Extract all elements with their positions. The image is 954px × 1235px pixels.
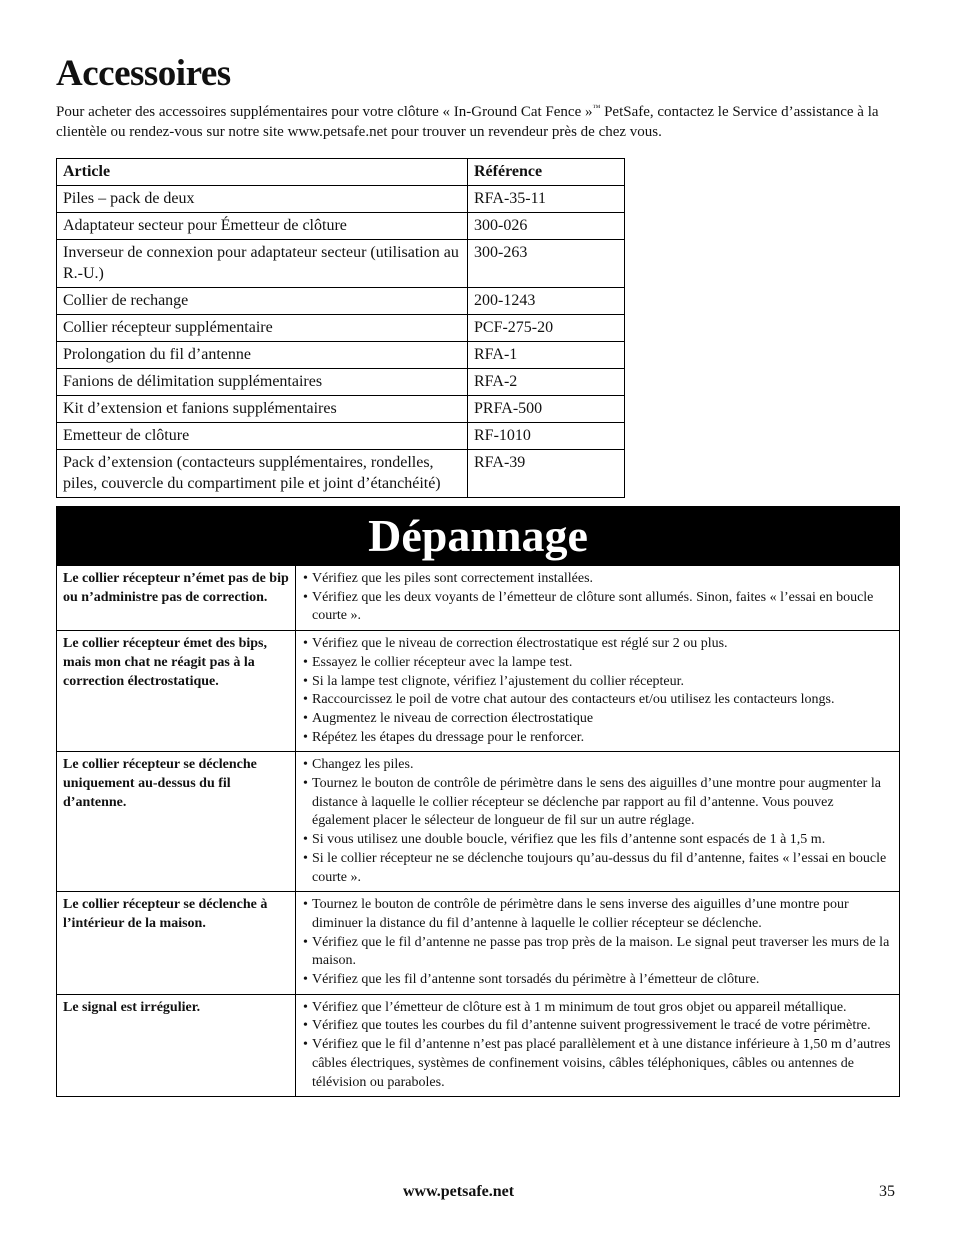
article-cell: Collier de rechange — [57, 288, 468, 315]
reference-cell: RFA-35-11 — [468, 186, 625, 213]
reference-cell: RF-1010 — [468, 423, 625, 450]
table-row — [57, 369, 625, 396]
table-row — [57, 240, 625, 288]
solution-item: • Tournez le bouton de contrôle de périmètre dans le sens des aiguilles d’une montre pour augmenter la distance à laquelle le collier récepteur se déclenche par rapport au fil d’antenne. Vous pouvez également placer le sélecteur de longueur de fil sur un autre réglage. — [302, 775, 893, 831]
page-number: 35 — [879, 1183, 895, 1200]
article-cell: Kit d’extension et fanions supplémentaires — [57, 396, 468, 423]
troubleshooting-row — [57, 892, 899, 995]
reference-cell: RFA-2 — [468, 369, 625, 396]
solutions-cell — [296, 631, 900, 752]
article-cell: Collier récepteur supplémentaire — [57, 315, 468, 342]
solution-item: • Augmentez le niveau de correction électrostatique — [302, 710, 893, 729]
reference-cell: RFA-39 — [468, 450, 625, 498]
accessories-title: Accessoires — [56, 53, 231, 94]
reference-cell: 300-263 — [468, 240, 625, 288]
solution-item: • Vérifiez que l’émetteur de clôture est à 1 m minimum de tout gros objet ou appareil métallique. — [302, 999, 893, 1018]
header-article: Article — [57, 159, 468, 186]
trademark-mark: ™ — [592, 103, 601, 112]
article-cell: Fanions de délimitation supplémentaires — [57, 369, 468, 396]
troubleshooting-row — [57, 566, 899, 631]
article-cell: Emetteur de clôture — [57, 423, 468, 450]
problem-cell: Le collier récepteur émet des bips, mais mon chat ne réagit pas à la correction électrostatique. — [57, 631, 296, 752]
article-cell: Inverseur de connexion pour adaptateur secteur (utilisation au R.-U.) — [57, 240, 468, 288]
solution-item: • Vérifiez que les piles sont correctement installées. — [302, 570, 893, 589]
solution-item: • Si le collier récepteur ne se déclenche toujours qu’au-dessus du fil d’antenne, faites « l’essai en boucle courte ». — [302, 850, 893, 887]
accessories-intro — [56, 98, 886, 142]
solution-item: • Vérifiez que le fil d’antenne ne passe pas trop près de la maison. Le signal peut traverser les murs de la maison. — [302, 934, 893, 971]
solution-item: • Répétez les étapes du dressage pour le renforcer. — [302, 729, 893, 748]
table-row — [57, 423, 625, 450]
solution-item: • Vérifiez que les fil d’antenne sont torsadés du périmètre à l’émetteur de clôture. — [302, 971, 893, 990]
troubleshooting-section — [56, 506, 900, 1097]
solution-item: • Changez les piles. — [302, 756, 893, 775]
solution-item: • Si vous utilisez une double boucle, vérifiez que les fils d’antenne sont espacés de 1 à 1,5 m. — [302, 831, 893, 850]
reference-cell: RFA-1 — [468, 342, 625, 369]
article-cell: Prolongation du fil d’antenne — [57, 342, 468, 369]
page-footer — [0, 1183, 954, 1203]
solution-item: • Vérifiez que le niveau de correction électrostatique est réglé sur 2 ou plus. — [302, 635, 893, 654]
troubleshooting-table — [57, 565, 899, 1096]
problem-cell: Le collier récepteur se déclenche à l’intérieur de la maison. — [57, 892, 296, 995]
table-row — [57, 186, 625, 213]
solutions-cell — [296, 994, 900, 1096]
table-row — [57, 342, 625, 369]
solutions-cell — [296, 752, 900, 892]
solution-item: • Vérifiez que toutes les courbes du fil d’antenne suivent progressivement le tracé de votre périmètre. — [302, 1017, 893, 1036]
solution-item: • Essayez le collier récepteur avec la lampe test. — [302, 654, 893, 673]
table-row — [57, 213, 625, 240]
table-row — [57, 315, 625, 342]
header-reference: Référence — [468, 159, 625, 186]
accessories-header-row — [57, 159, 625, 186]
reference-cell: 200-1243 — [468, 288, 625, 315]
table-row — [57, 288, 625, 315]
troubleshooting-row — [57, 631, 899, 752]
troubleshooting-row — [57, 994, 899, 1096]
article-cell: Adaptateur secteur pour Émetteur de clôture — [57, 213, 468, 240]
problem-cell: Le signal est irrégulier. — [57, 994, 296, 1096]
problem-cell: Le collier récepteur n’émet pas de bip ou n’administre pas de correction. — [57, 566, 296, 631]
table-row — [57, 450, 625, 498]
page-content — [56, 52, 898, 1097]
problem-cell: Le collier récepteur se déclenche uniquement au-dessus du fil d’antenne. — [57, 752, 296, 892]
solutions-list — [302, 999, 893, 1093]
footer-url: www.petsafe.net — [403, 1183, 515, 1200]
reference-cell: PCF-275-20 — [468, 315, 625, 342]
solution-item: • Tournez le bouton de contrôle de périmètre dans le sens inverse des aiguilles d’une montre pour diminuer la distance du fil d’antenne à laquelle le collier récepteur se déclenche. — [302, 896, 893, 933]
solution-item: • Si la lampe test clignote, vérifiez l’ajustement du collier récepteur. — [302, 673, 893, 692]
intro-text-b: PetSafe, contactez le Service d’assistance à la clientèle ou rendez-vous sur notre site www.petsafe.net pour trouver un revendeur près de chez vous. — [56, 104, 879, 140]
accessories-table — [56, 158, 625, 498]
solution-item: • Vérifiez que le fil d’antenne n’est pas placé parallèlement et à une distance inférieure à 1,50 m d’autres câbles électriques, systèmes de confinement voisins, câbles téléphoniques, câbles ou antennes de télévision ou paraboles. — [302, 1036, 893, 1092]
accessories-table-body — [57, 186, 625, 498]
solutions-cell — [296, 892, 900, 995]
solution-item: • Vérifiez que les deux voyants de l’émetteur de clôture sont allumés. Sinon, faites « l’essai en boucle courte ». — [302, 589, 893, 626]
troubleshooting-row — [57, 752, 899, 892]
solutions-list — [302, 896, 893, 990]
solutions-list — [302, 570, 893, 626]
troubleshooting-table-body — [57, 566, 899, 1097]
solutions-list — [302, 635, 893, 747]
solution-item: • Raccourcissez le poil de votre chat autour des contacteurs et/ou utilisez les contacteurs longs. — [302, 691, 893, 710]
article-cell: Piles – pack de deux — [57, 186, 468, 213]
troubleshooting-title: Dépannage — [57, 507, 899, 565]
solutions-cell — [296, 566, 900, 631]
table-row — [57, 396, 625, 423]
reference-cell: 300-026 — [468, 213, 625, 240]
article-cell: Pack d’extension (contacteurs supplémentaires, rondelles, piles, couvercle du compartiment pile et joint d’étanchéité) — [57, 450, 468, 498]
reference-cell: PRFA-500 — [468, 396, 625, 423]
intro-text-a: Pour acheter des accessoires supplémentaires pour votre clôture « In-Ground Cat Fence » — [56, 104, 593, 120]
solutions-list — [302, 756, 893, 887]
